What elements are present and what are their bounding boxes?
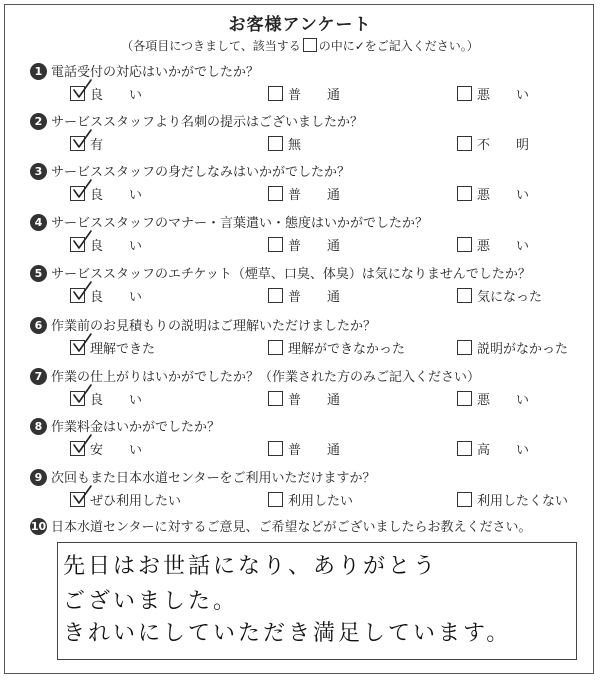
option-8-2[interactable]: [268, 441, 340, 459]
option-4-3[interactable]: [457, 237, 529, 255]
option-label: ぜひ利用したい: [90, 494, 182, 509]
option-label: 普 通: [288, 88, 341, 103]
question-text: サービススタッフのエチケット（煙草、口臭、体臭）は気になりませんでしたか？: [51, 267, 531, 282]
option-2-1[interactable]: [70, 136, 103, 154]
instruction-after: をご記入ください。）: [364, 39, 479, 53]
option-label: 良 い: [90, 188, 143, 203]
option-label: 普 通: [288, 443, 341, 458]
checkbox[interactable]: [70, 136, 85, 151]
option-4-2[interactable]: [268, 237, 340, 255]
option-7-1[interactable]: [70, 391, 142, 409]
question-number: 1: [30, 63, 47, 80]
question-5: [30, 265, 531, 285]
option-label: 普 通: [288, 188, 341, 203]
checkbox[interactable]: [457, 340, 472, 355]
check-mark-icon: [71, 383, 93, 405]
question-text: サービススタッフより名刺の提示はございましたか？: [51, 115, 364, 130]
check-mark-icon: [71, 178, 93, 200]
checkbox[interactable]: [268, 441, 283, 456]
question-number: 4: [30, 214, 47, 231]
checkbox[interactable]: [70, 340, 85, 355]
option-8-1[interactable]: [70, 441, 142, 459]
checkbox[interactable]: [457, 288, 472, 303]
checkbox[interactable]: [457, 86, 472, 101]
question-number: 5: [30, 265, 47, 282]
option-label: 良 い: [90, 290, 143, 305]
checkbox[interactable]: [457, 186, 472, 201]
option-3-1[interactable]: [70, 186, 142, 204]
instruction-before: （各項目につきまして、該当する: [121, 39, 301, 53]
question-number: 10: [30, 520, 47, 533]
checkbox[interactable]: [268, 288, 283, 303]
question-7: [30, 368, 480, 388]
option-1-1[interactable]: [70, 86, 142, 104]
question-8: [30, 418, 220, 438]
checkbox[interactable]: [457, 136, 472, 151]
check-mark-icon: [71, 433, 93, 455]
question-text: 次回もまた日本水道センターをご利用いただけますか？: [51, 471, 376, 486]
question-1: [30, 63, 259, 83]
option-label: 悪 い: [477, 393, 530, 408]
option-5-2[interactable]: [268, 288, 340, 306]
option-9-2[interactable]: [268, 492, 353, 510]
option-label: 説明がなかった: [477, 342, 569, 357]
question-number: 8: [30, 418, 47, 435]
check-mark-icon: [71, 280, 93, 302]
question-text: 作業前のお見積もりの説明はご理解いただけましたか？: [51, 319, 377, 334]
question-text: 作業の仕上がりはいかがでしたか？（作業された方のみご記入ください）: [51, 370, 481, 385]
check-mark-icon: [71, 484, 93, 506]
checkbox[interactable]: [70, 441, 85, 456]
option-2-2[interactable]: [268, 136, 301, 154]
check-mark-sample-icon: ✓: [354, 39, 365, 53]
option-label: 普 通: [288, 239, 341, 254]
option-label: 悪 い: [477, 188, 530, 203]
option-label: 不 明: [477, 138, 530, 153]
checkbox[interactable]: [268, 340, 283, 355]
question-number: 2: [30, 113, 47, 130]
instruction-text: [0, 37, 600, 54]
option-1-3[interactable]: [457, 86, 529, 104]
option-label: 良 い: [90, 88, 143, 103]
checkbox[interactable]: [70, 86, 85, 101]
instruction-middle: の中に: [318, 39, 355, 53]
check-mark-icon: [71, 332, 93, 354]
checkbox[interactable]: [457, 237, 472, 252]
option-5-3[interactable]: [457, 288, 542, 306]
checkbox[interactable]: [268, 391, 283, 406]
option-label: 利用したくない: [477, 494, 569, 509]
option-6-2[interactable]: [268, 340, 405, 358]
question-number: 7: [30, 368, 47, 385]
checkbox[interactable]: [457, 492, 472, 507]
comment-line-3: きれいにしていただき満足しています。: [63, 621, 512, 646]
option-3-2[interactable]: [268, 186, 340, 204]
option-7-3[interactable]: [457, 391, 529, 409]
checkbox[interactable]: [268, 86, 283, 101]
option-label: 普 通: [288, 290, 341, 305]
option-label: 良 い: [90, 393, 143, 408]
option-5-1[interactable]: [70, 288, 142, 306]
checkbox[interactable]: [70, 237, 85, 252]
option-label: 理解ができなかった: [288, 342, 406, 357]
checkbox[interactable]: [457, 391, 472, 406]
option-label: 悪 い: [477, 239, 530, 254]
checkbox[interactable]: [457, 441, 472, 456]
checkbox[interactable]: [70, 492, 85, 507]
question-number: 6: [30, 317, 47, 334]
check-mark-icon: [71, 128, 93, 150]
checkbox[interactable]: [70, 391, 85, 406]
question-number: 9: [30, 469, 47, 486]
option-2-3[interactable]: [457, 136, 529, 154]
check-mark-icon: [71, 78, 93, 100]
option-label: 有: [90, 138, 104, 153]
question-number: 3: [30, 163, 47, 180]
option-label: 気になった: [477, 290, 543, 305]
option-label: 安 い: [90, 443, 143, 458]
option-7-2[interactable]: [268, 391, 340, 409]
question-text: サービススタッフの身だしなみはいかがでしたか？: [51, 165, 351, 180]
option-4-1[interactable]: [70, 237, 142, 255]
option-label: 高 い: [477, 443, 530, 458]
comment-line-2: ございました。: [63, 589, 239, 614]
comment-line-1: 先日はお世話になり、ありがとう: [63, 554, 439, 579]
option-label: 良 い: [90, 239, 143, 254]
checkbox[interactable]: [70, 288, 85, 303]
option-6-1[interactable]: [70, 340, 155, 358]
option-label: 悪 い: [477, 88, 530, 103]
option-label: 普 通: [288, 393, 341, 408]
question-text: 電話受付の対応はいかがでしたか？: [51, 65, 260, 80]
option-label: 利用したい: [288, 494, 354, 509]
option-9-3[interactable]: [457, 492, 568, 510]
question-text: 日本水道センターに対するご意見、ご希望などがございましたらお教えください。: [51, 520, 532, 535]
question-10: [30, 518, 531, 538]
checkbox[interactable]: [268, 186, 283, 201]
checkbox[interactable]: [268, 237, 283, 252]
option-9-1[interactable]: [70, 492, 181, 510]
checkbox[interactable]: [268, 136, 283, 151]
question-text: 作業料金はいかがでしたか？: [51, 420, 221, 435]
check-mark-icon: [71, 229, 93, 251]
survey-title: お客様アンケート: [228, 15, 372, 35]
checkbox[interactable]: [70, 186, 85, 201]
option-6-3[interactable]: [457, 340, 568, 358]
checkbox[interactable]: [268, 492, 283, 507]
option-label: 無: [288, 138, 302, 153]
option-3-3[interactable]: [457, 186, 529, 204]
option-8-3[interactable]: [457, 441, 529, 459]
checkbox-sample-icon: [303, 38, 317, 52]
question-text: サービススタッフのマナー・言葉遣い・態度はいかがでしたか？: [51, 216, 429, 231]
option-label: 理解できた: [90, 342, 156, 357]
option-1-2[interactable]: [268, 86, 340, 104]
